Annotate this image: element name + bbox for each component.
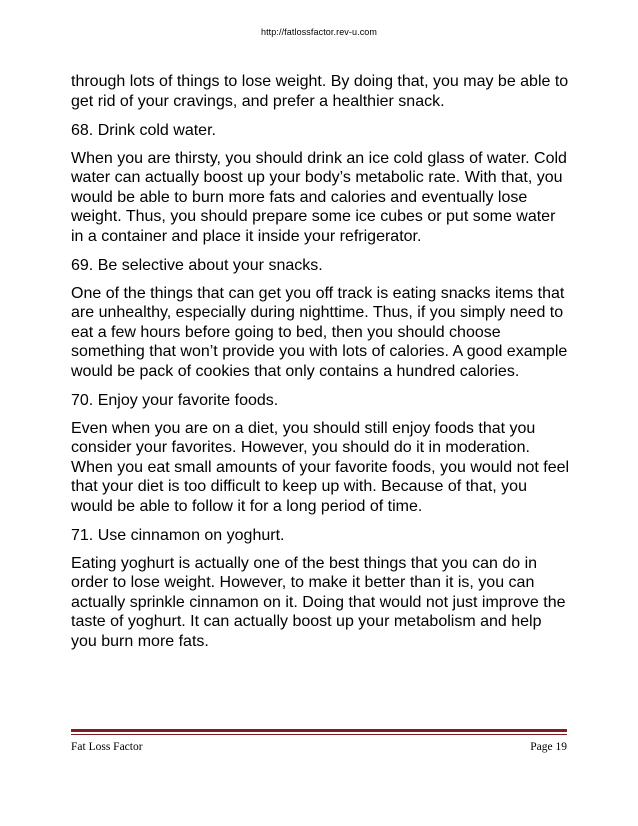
page-body bbox=[71, 72, 571, 661]
tip-68-body: When you are thirsty, you should drink an ice cold glass of water. Cold water can actually boost up your body’s metabolic rate. With that, you would be able to burn more fats and calories and eventually lose weight. Thus, you should prepare some ice cubes or put some water in a container and place it inside your refrigerator. bbox=[71, 149, 567, 245]
footer-page-number: Page 19 bbox=[530, 741, 567, 753]
footer-divider-thick bbox=[71, 729, 567, 732]
tip-69-body: One of the things that can get you off track is eating snacks items that are unhealthy, especially during nighttime. Thus, if you simply need to eat a few hours before going to bed, then you should choose something that won’t provide you with lots of calories. A good example would be pack of cookies that only contains a hundred calories. bbox=[71, 284, 568, 380]
tip-71-heading: 71. Use cinnamon on yoghurt. bbox=[71, 527, 285, 544]
paragraph-intro: through lots of things to lose weight. By doing that, you may be able to get rid of your cravings, and prefer a healthier snack. bbox=[71, 73, 569, 110]
tip-70-body: Even when you are on a diet, you should still enjoy foods that you consider your favorites. However, you should do it in moderation. When you eat small amounts of your favorite foods, you would not feel that your diet is too difficult to keep up with. Because of that, you would be able to follow it for a long period of time. bbox=[71, 419, 570, 515]
tip-69-heading: 69. Be selective about your snacks. bbox=[71, 257, 323, 274]
footer-title: Fat Loss Factor bbox=[71, 741, 143, 753]
tip-70-heading: 70. Enjoy your favorite foods. bbox=[71, 392, 279, 409]
page-footer bbox=[71, 741, 567, 753]
footer-divider-thin bbox=[71, 734, 567, 735]
header-url: http://fatlossfactor.rev-u.com bbox=[260, 27, 378, 37]
tip-68-heading: 68. Drink cold water. bbox=[71, 122, 216, 139]
tip-71-body: Eating yoghurt is actually one of the best things that you can do in order to lose weight. However, to make it better than it is, you can actually sprinkle cinnamon on it. Doing that would not just improve the taste of yoghurt. It can actually boost up your metabolism and help you burn more fats. bbox=[71, 554, 566, 650]
